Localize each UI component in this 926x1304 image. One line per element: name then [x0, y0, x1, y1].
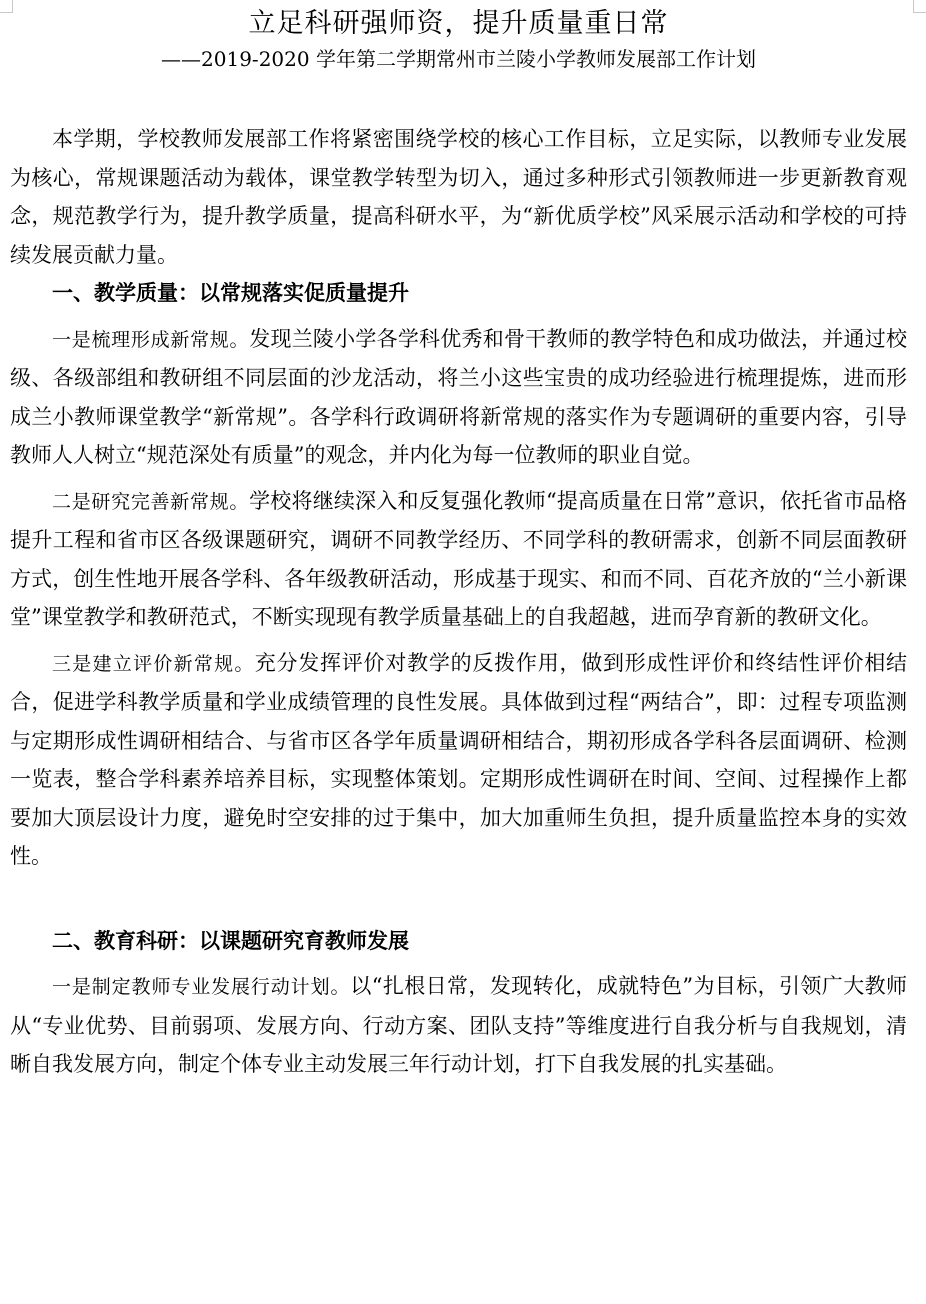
document-subtitle: ——2019-2020 学年第二学期常州市兰陵小学教师发展部工作计划 — [161, 47, 756, 71]
item-lead: 一是制定教师专业发展行动计划。 — [52, 976, 351, 998]
item-text: 发现兰陵小学各学科优秀和骨干教师的教学特色和成功做法，并通过校级、各级部组和教研组不同层面的沙龙活动，将兰小这些宝贵的成功经验进行梳理提炼，进而形成兰小教师课堂教学“新常规”。各学科行政调研将新常规的落实作为专题调研的重要内容，引导教师人人树立“规范深处有质量”的观念，并内化为每一位教师的职业自觉。 — [10, 326, 907, 467]
item-text: 以“扎根日常，发现转化，成就特色”为目标，引领广大教师从“专业优势、目前弱项、发展方向、行动方案、团队支持”等维度进行自我分析与自我规划，清晰自我发展方向，制定个体专业主动发展三年行动计划，打下自我发展的扎实基础。 — [10, 974, 907, 1076]
section-1-item-2 — [10, 482, 907, 637]
document-title: 立足科研强师资，提升质量重日常 — [248, 8, 669, 39]
section-heading-teaching-quality: 一、教学质量：以常规落实促质量提升 — [52, 280, 409, 305]
section-1-item-1 — [10, 320, 907, 475]
intro-paragraph: 本学期，学校教师发展部工作将紧密围绕学校的核心工作目标，立足实际，以教师专业发展为核心，常规课题活动为载体，课堂教学转型为切入，通过多种形式引领教师进一步更新教育观念，规范教学行为，提升教学质量，提高科研水平，为“新优质学校”风采展示活动和学校的可持续发展贡献力量。 — [10, 127, 907, 267]
page-corner-mark-right — [913, 0, 926, 13]
item-text: 学校将继续深入和反复强化教师“提高质量在日常”意识，依托省市品格提升工程和省市区各级课题研究，调研不同教学经历、不同学科的教研需求，创新不同层面教研方式，创生性地开展各学科、各年级教研活动，形成基于现实、和而不同、百花齐放的“兰小新课堂”课堂教学和教研范式，不断实现现有教学质量基础上的自我超越，进而孕育新的教研文化。 — [10, 488, 907, 629]
section-spacer — [10, 876, 907, 922]
document-page — [10, 0, 907, 1084]
item-lead: 一是梳理形成新常规。 — [52, 328, 250, 351]
section-heading-education-research: 二、教育科研：以课题研究育教师发展 — [52, 927, 409, 953]
item-lead: 三是建立评价新常规。 — [52, 652, 255, 675]
item-text: 充分发挥评价对教学的反拨作用，做到形成性评价和终结性评价相结合，促进学科教学质量和学业成绩管理的良性发展。具体做到过程“两结合”，即：过程专项监测与定期形成性调研相结合、与省市区各学年质量调研相结合，期初形成各学科各层面调研、检测一览表，整合学科素养培养目标，实现整体策划。定期形成性调研在时间、空间、过程操作上都要加大顶层设计力度，避免时空安排的过于集中，加大加重师生负担，提升质量监控本身的实效性。 — [10, 650, 907, 868]
item-lead: 二是研究完善新常规。 — [52, 490, 250, 513]
section-2-item-1 — [10, 967, 907, 1084]
section-1-item-3 — [10, 644, 907, 876]
